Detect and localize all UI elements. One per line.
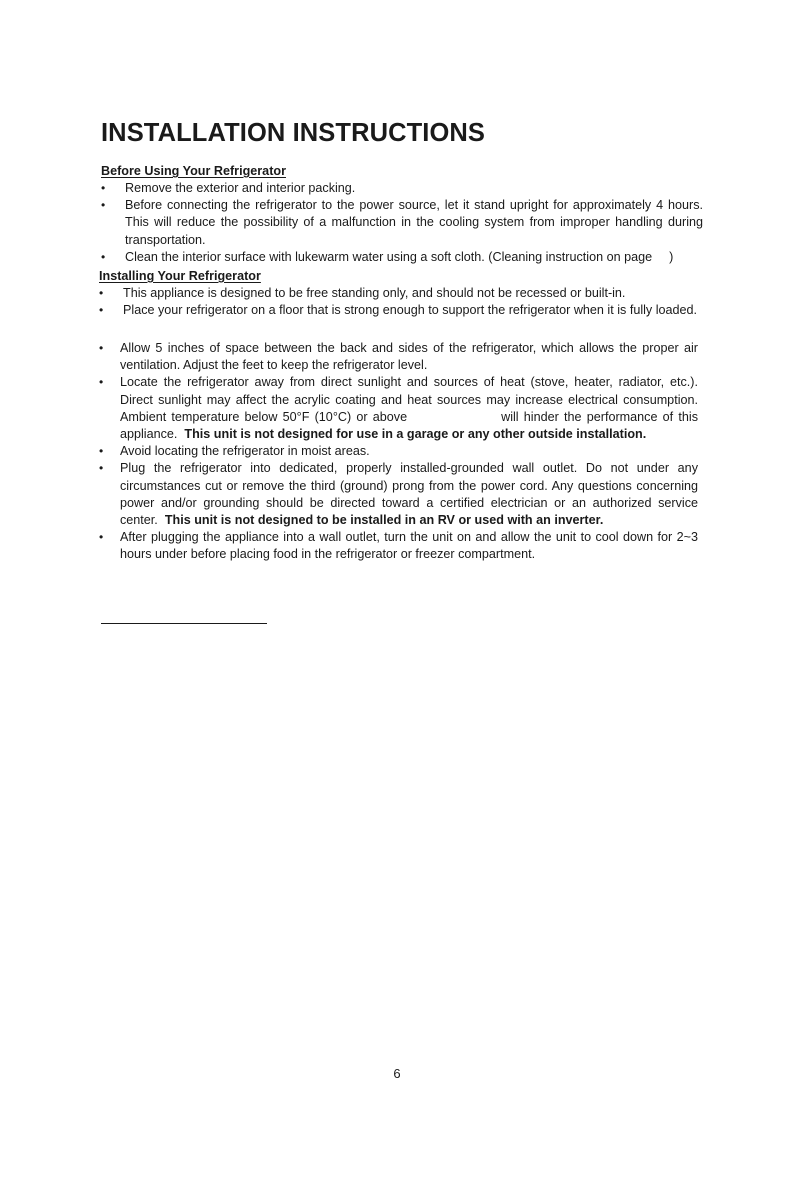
list-item	[99, 443, 698, 460]
list-item	[99, 302, 702, 319]
installing-list-a	[99, 285, 702, 319]
bullet-icon: •	[99, 444, 104, 459]
bullet-icon: •	[101, 249, 106, 264]
list-item-text: Locate the refrigerator away from direct sunlight and sources of heat (stove, heater, radiator, etc.). Direct sunlight may affect the acrylic coating and heat sources may increase electrical consumption. Ambient temperature below 50°F (10°C) or above	[120, 375, 698, 424]
bullet-icon: •	[99, 461, 104, 476]
list-item-text: Place your refrigerator on a floor that is strong enough to support the refrigerator when it is fully loaded.	[123, 303, 698, 318]
list-item	[101, 249, 703, 266]
installing-list-b	[99, 340, 698, 564]
list-item-text-end: )	[669, 249, 674, 264]
list-item-text: Remove the exterior and interior packing.	[125, 181, 356, 195]
warning-text: This unit is not designed for use in a garage or any other outside installation.	[184, 427, 647, 442]
list-item	[101, 180, 703, 197]
list-item-text: Clean the interior surface with lukewarm water using a soft cloth. (Cleaning instruction on page	[125, 249, 653, 264]
list-item-text: Allow 5 inches of space between the back and sides of the refrigerator, which allows the proper air ventilation. Adjust the feet to keep the refrigerator level.	[120, 341, 698, 373]
bullet-icon: •	[101, 181, 106, 195]
list-item-text: will hinder the performance of this appliance.	[120, 409, 698, 442]
list-item	[99, 460, 698, 529]
list-item-text: This appliance is designed to be free standing only, and should not be recessed or built-in.	[123, 286, 626, 300]
list-item	[101, 197, 703, 249]
before-using-list	[101, 180, 703, 266]
list-item-text: After plugging the appliance into a wall outlet, turn the unit on and allow the unit to cool down for 2~3 hours under before placing food in the refrigerator or freezer compartment.	[120, 530, 698, 562]
before-using-heading: Before Using Your Refrigerator	[101, 164, 286, 178]
bullet-icon: •	[99, 303, 104, 318]
footnote-divider	[101, 623, 267, 624]
list-item-text: Avoid locating the refrigerator in moist areas.	[120, 444, 370, 459]
bullet-icon: •	[99, 286, 104, 300]
list-item	[99, 529, 698, 563]
bullet-icon: •	[99, 375, 104, 390]
page-title: INSTALLATION INSTRUCTIONS	[101, 119, 486, 147]
bullet-icon: •	[99, 530, 104, 545]
list-item-text: Plug the refrigerator into dedicated, properly installed-grounded wall outlet. Do not under any circumstances cut or remove the third (ground) prong from the power cord. Any questions concerning power and/or grounding should be directed toward a certified electrician or an authorized service center.	[120, 461, 698, 528]
list-item-text: Before connecting the refrigerator to the power source, let it stand upright for approximately 4 hours. This will reduce the possibility of a malfunction in the cooling system from improper handling during transportation.	[125, 198, 703, 247]
page-number: 6	[393, 1066, 401, 1081]
bullet-icon: •	[101, 198, 106, 213]
bullet-icon: •	[99, 341, 104, 355]
list-item	[99, 285, 702, 302]
list-item	[99, 374, 698, 443]
installing-heading: Installing Your Refrigerator	[99, 269, 261, 283]
warning-text: This unit is not designed to be installed in an RV or used with an inverter.	[164, 513, 604, 528]
list-item	[99, 340, 698, 374]
